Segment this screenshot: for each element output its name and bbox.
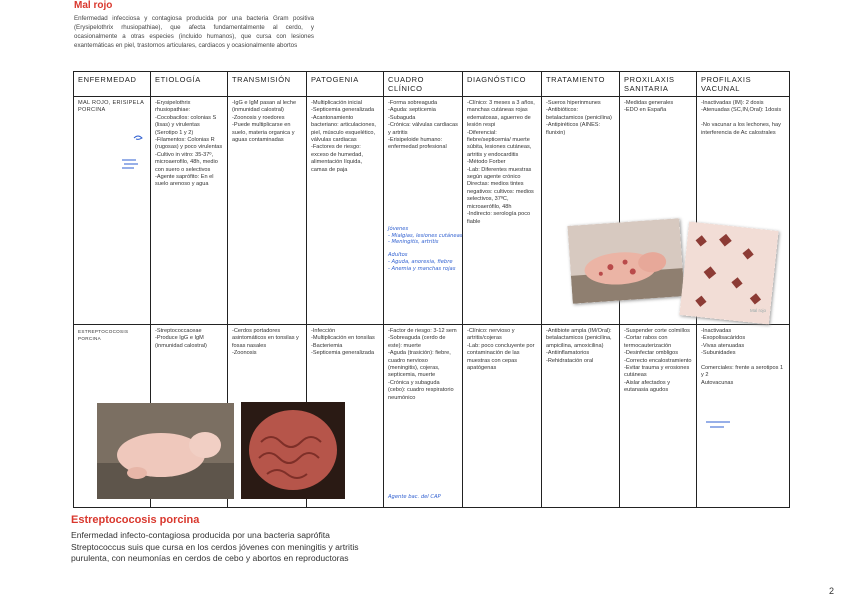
intro-section bbox=[74, 0, 314, 50]
cell-proxilaxis: -Suspender corte colmillos -Cortar rabos con termocauterización -Desinfectar ombligos -Correcto encalostramiento -Evitar trauma y erosiones cutáneas -Aislar afectados y eutanasia agudos bbox=[620, 325, 697, 508]
piglet-photo bbox=[97, 403, 234, 499]
cell-profilaxis: -Inactivadas (IM): 2 dosis -Atenuadas (SC,IN,Oral): 1dosis -No vacunar a los lechones, hay interferencia de Ac calostrales bbox=[697, 97, 790, 325]
header-transmision: TRANSMISIÓN bbox=[228, 72, 307, 97]
cell-cuadro: -Forma sobreaguda -Aguda: septicemia -Subaguda -Crónica: válvulas cardiacas y artritis -Erisipeloide humano: enfermedad profesional bbox=[384, 97, 463, 325]
cell-transmision: -Cerdos portadores asintomáticos en tonsilas y fosas nasales -Zoonosis bbox=[228, 325, 307, 508]
cell-diagnostico: -Clínico: 3 meses a 3 años, manchas cutáneas rojas edematosas, aguerreo de lesión respi -Diferencial: fiebre/septicemia/ muerte súbita, lesiones cutáneas, artritis y endocarditis -Método Forber -Lab: Diferentes muestras según agente crónico Directas: medios tintes negativos: cultivos: medios selectivos, 37ºC, microaerófilo, 48h -Indirecto: serología poco fiable bbox=[463, 97, 542, 325]
header-patogenia: PATOGENIA bbox=[307, 72, 384, 97]
photo-caption: Mal rojo bbox=[750, 308, 767, 313]
row-name: MAL ROJO, ERISIPELA PORCINA bbox=[74, 97, 151, 325]
header-row bbox=[74, 72, 790, 97]
page-number: 2 bbox=[828, 586, 834, 596]
cell-profilaxis: -Inactivadas -Exopolisacáridos -Vivas atenuadas -Subunidades Comerciales: frente a serotipos 1 y 2 Autovacunas bbox=[697, 325, 790, 508]
pen-underline-icon bbox=[704, 418, 734, 432]
header-tratamiento: TRATAMIENTO bbox=[542, 72, 620, 97]
cell-patogenia: -Multiplicación inicial -Septicemia generalizada -Acantonamiento bacteriano: articulaciones, piel, músculo esquelético, válvulas cardiacas -Factores de riesgo: exceso de humedad, alimentación líquida, camas de paja bbox=[307, 97, 384, 325]
handwritten-note-symptoms: Jóvenes - Mialgias, lesiones cutáneas - Meningitis, artritis Adultos - Aguda, anorexia, fiebre - Anemia y manchas rojas bbox=[388, 226, 463, 272]
strepto-text: Enfermedad infecto-contagiosa producida por una bacteria saprófita Streptococcus suis que cursa en los cerdos jóvenes con meningitis y artritis purulenta, con neumonías en cerdos de cebo y abortos en reproductoras bbox=[71, 530, 359, 563]
cell-diagnostico: -Clínico: nervioso y artritis/cojeras -Lab: poco concluyente por contaminación de las muestras con cepas apatógenas bbox=[463, 325, 542, 508]
pen-scribble-icon bbox=[120, 130, 150, 180]
header-diagnostico: DIAGNÓSTICO bbox=[463, 72, 542, 97]
strepto-title: Estreptococosis porcina bbox=[71, 514, 200, 526]
cell-patogenia: -Infección -Multiplicación en tonsilas -Bacteriemia -Septicemia generalizada bbox=[307, 325, 384, 508]
header-cuadro: CUADRO CLÍNICO bbox=[384, 72, 463, 97]
cell-transmision: -IgG e IgM pasan al leche (inmunidad calostral) -Zoonosis y roedores -Puede multiplicarse en suelo, materia organica y aguas contaminadas bbox=[228, 97, 307, 325]
intro-title: Mal rojo bbox=[74, 0, 113, 11]
brain-lesion-photo bbox=[241, 402, 345, 499]
header-etiologia: ETIOLOGÍA bbox=[151, 72, 228, 97]
header-proxilaxis: PROXILAXIS SANITARIA bbox=[620, 72, 697, 97]
header-enfermedad: ENFERMEDAD bbox=[74, 72, 151, 97]
cell-etiologia: -Streptococcaceae -Produce IgG e IgM (inmunidad calostral) bbox=[151, 325, 228, 508]
strepto-section bbox=[71, 514, 383, 565]
header-profilaxis: PROFILAXIS VACUNAL bbox=[697, 72, 790, 97]
row-name: ESTREPTOCOCOSIS PORCINA bbox=[74, 325, 151, 508]
cell-etiologia: -Erysipelothrix rhusiopathiae: -Cocobacilos: colonias S (lisas) y virulentas (Serotipo 1 y 2) -Filamentos: Colonias R (rugosas) y poco virulentas -Cultivo in vitro: 35-37º, microaerofilo, 48h, medio con suero o selectivos -Agente saprófito: En el suelo arenoso y agua bbox=[151, 97, 228, 325]
intro-text: Enfermedad infecciosa y contagiosa producida por una bacteria Gram positiva (Erysipelothrix rhusiopathiae), que afecta fundamentalmente al cerdo, y ocasionalmente a otras especies (incluido humanos), que cursa con lesiones exantemáticas en piel, trastornos articulares, cardiacos y ocasionalmente abortos bbox=[74, 15, 314, 49]
pig-skin-lesions-photo bbox=[567, 218, 684, 304]
handwritten-note-cap: Agente bac. del CAP bbox=[388, 494, 441, 500]
cell-proxilaxis: -Medidas generales -EDO en España bbox=[620, 97, 697, 325]
cell-cuadro: -Factor de riesgo: 3-12 sem -Sobreaguda (cerdo de este): muerte -Aguda (trasición): fiebre, cuadro nervioso (meningitis), cojeras, septicemia, muerte -Crónica y subaguda (cebo): cuadro respiratorio neumónico bbox=[384, 325, 463, 508]
cell-tratamiento: -Sueros hiperinmunes -Antibióticos: betalactamicos (penicilina) -Antipiréticos (AINES: flunixin) bbox=[542, 97, 620, 325]
cell-tratamiento: -Antibiote ampla (IM/Oral): betalactamicos (penicilina, ampicilina, amoxicilina) -Antiinflamatorios -Rehidratación oral bbox=[542, 325, 620, 508]
